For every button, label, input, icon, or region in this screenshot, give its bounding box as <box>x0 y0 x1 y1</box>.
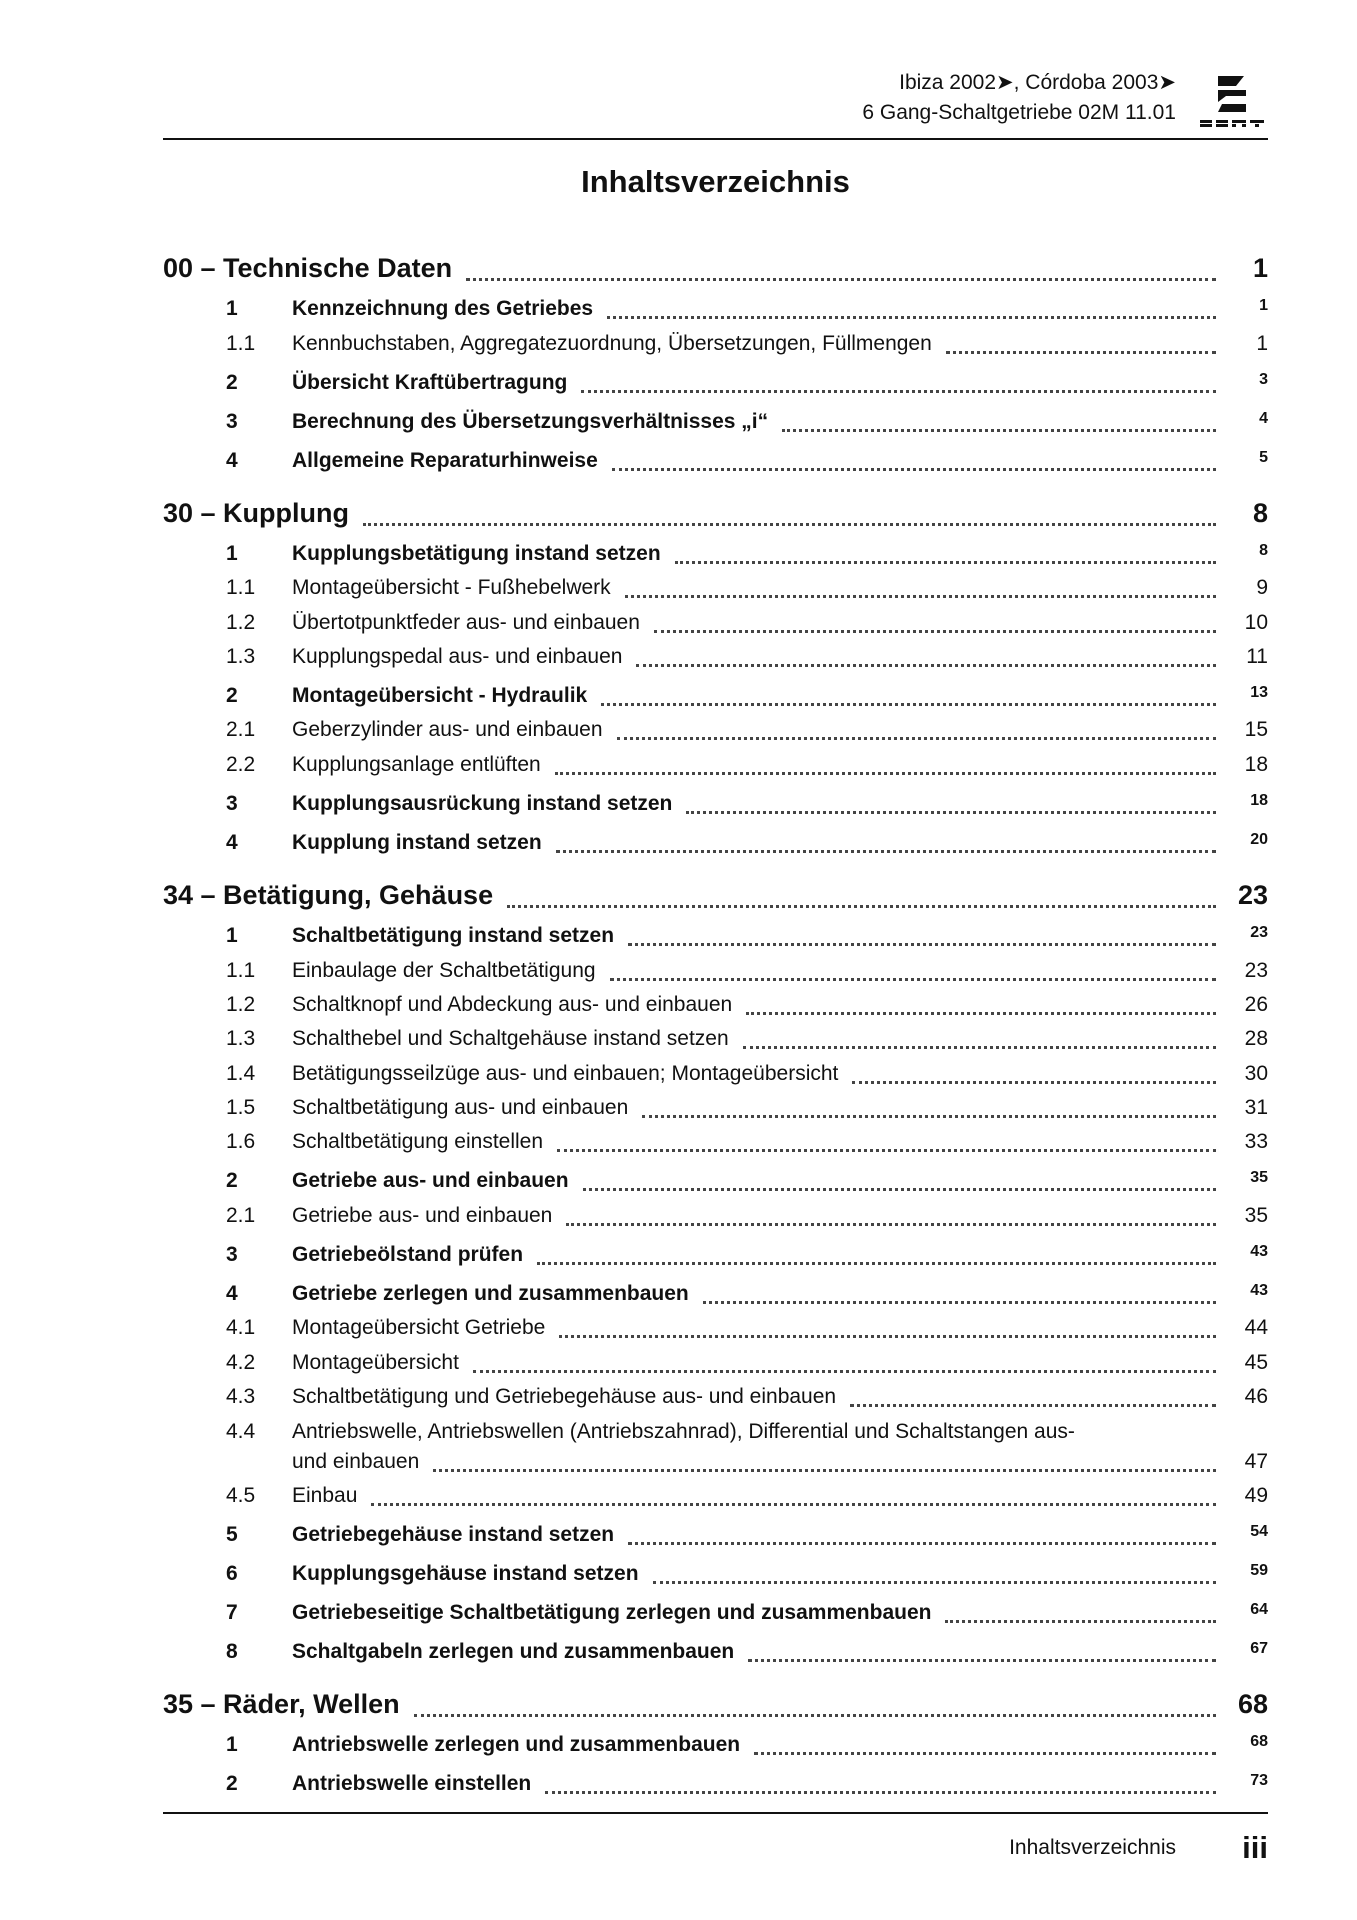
toc-subsection[interactable] <box>163 993 1268 1021</box>
toc-entry-title: Schalthebel und Schaltgehäuse instand setzen <box>292 1027 729 1050</box>
toc-dot-leader <box>583 1188 1216 1191</box>
toc-subsection[interactable] <box>163 1204 1268 1232</box>
toc-dot-leader <box>686 811 1216 814</box>
toc-entry-number: 2.1 <box>226 1204 256 1227</box>
footer-section: Inhaltsverzeichnis <box>1009 1836 1176 1859</box>
toc-section[interactable] <box>163 1733 1268 1761</box>
toc-dot-leader <box>507 905 1216 908</box>
toc-entry-title: Getriebe aus- und einbauen <box>292 1204 553 1227</box>
toc-entry-number: 1.1 <box>226 959 256 982</box>
toc-entry-number: 4.3 <box>226 1385 256 1408</box>
toc-subsection[interactable] <box>163 576 1268 604</box>
toc-entry-title: Übertotpunktfeder aus- und einbauen <box>292 611 640 634</box>
toc-subsection[interactable] <box>163 1027 1268 1055</box>
toc-subsection[interactable] <box>163 1420 1268 1478</box>
toc-entry-page: 43 <box>1250 1282 1268 1299</box>
toc-entry-title: Kennzeichnung des Getriebes <box>292 297 594 320</box>
toc-entry-title: Einbau <box>292 1484 358 1507</box>
toc-section[interactable] <box>163 924 1268 952</box>
toc-subsection[interactable] <box>163 1385 1268 1413</box>
toc-dot-leader <box>642 1115 1216 1118</box>
toc-subsection[interactable] <box>163 645 1268 673</box>
toc-subsection[interactable] <box>163 1062 1268 1090</box>
toc-section[interactable] <box>163 1282 1268 1310</box>
toc-dot-leader <box>628 1542 1216 1545</box>
toc-entry-page: 46 <box>1244 1385 1268 1408</box>
toc-dot-leader <box>654 630 1216 633</box>
toc-dot-leader <box>628 943 1216 946</box>
toc-entry-page: 1 <box>1259 297 1268 314</box>
toc-entry-number: 5 <box>226 1523 238 1546</box>
toc-entry-title: Schaltbetätigung einstellen <box>292 1130 544 1153</box>
toc-entry-page: 28 <box>1244 1027 1268 1050</box>
toc-entry-title: Getriebeölstand prüfen <box>292 1243 524 1266</box>
toc-entry-page: 1 <box>1256 332 1268 355</box>
toc-entry-title: Betätigungsseilzüge aus- und einbauen; Montageübersicht <box>292 1062 839 1085</box>
toc-entry-number: 2 <box>226 1169 238 1192</box>
toc-entry-number: 1.2 <box>226 993 256 1016</box>
toc-dot-leader <box>782 429 1216 432</box>
toc-entry-page: 18 <box>1250 792 1268 809</box>
toc-entry-title: Geberzylinder aus- und einbauen <box>292 718 603 741</box>
toc-dot-leader <box>473 1370 1216 1373</box>
toc-entry-title: Kupplungsbetätigung instand setzen <box>292 542 661 565</box>
toc-section[interactable] <box>163 831 1268 859</box>
toc-entry-number: 2 <box>226 1772 238 1795</box>
toc-subsection[interactable] <box>163 1316 1268 1344</box>
toc-section[interactable] <box>163 297 1268 325</box>
toc-entry-title: Montageübersicht Getriebe <box>292 1316 546 1339</box>
toc-entry-page: 8 <box>1259 542 1268 559</box>
toc-entry-number: 1 <box>226 924 238 947</box>
toc-entry-title: Antriebswelle, Antriebswellen (Antriebszahnrad), Differential und Schaltstangen aus- <box>292 1420 1075 1443</box>
toc-section[interactable] <box>163 542 1268 570</box>
toc-entry-number: 4 <box>226 831 238 854</box>
toc-entry-title: 00 – Technische Daten <box>163 253 453 283</box>
seat-logo <box>1196 74 1268 130</box>
toc-dot-leader <box>581 390 1216 393</box>
toc-entry-number: 7 <box>226 1601 238 1624</box>
toc-dot-leader <box>414 1714 1216 1717</box>
toc-entry-title: Kupplung instand setzen <box>292 831 542 854</box>
toc-dot-leader <box>850 1404 1216 1407</box>
toc-entry-number: 1.3 <box>226 645 256 668</box>
toc-entry-page: 67 <box>1250 1640 1268 1657</box>
toc-entry-page: 59 <box>1250 1562 1268 1579</box>
toc-entry-page: 1 <box>1252 253 1268 283</box>
toc-entry-number: 1 <box>226 297 238 320</box>
toc-entry-title: Antriebswelle einstellen <box>292 1772 532 1795</box>
toc-entry-page: 30 <box>1244 1062 1268 1085</box>
toc-dot-leader <box>748 1659 1216 1662</box>
toc-entry-page: 23 <box>1237 880 1268 910</box>
toc-subsection[interactable] <box>163 1351 1268 1379</box>
toc-entry-page: 45 <box>1244 1351 1268 1374</box>
toc-entry-page: 4 <box>1259 410 1268 427</box>
toc-dot-leader <box>607 316 1216 319</box>
toc-entry-number: 2 <box>226 371 238 394</box>
toc-subsection[interactable] <box>163 1484 1268 1512</box>
header-text <box>862 68 1176 128</box>
toc-entry-title: Schaltbetätigung instand setzen <box>292 924 615 947</box>
toc-entry-title: Montageübersicht - Hydraulik <box>292 684 588 707</box>
toc-entry-number: 4 <box>226 449 238 472</box>
toc-dot-leader <box>545 1791 1216 1794</box>
toc-subsection[interactable] <box>163 332 1268 360</box>
toc-section[interactable] <box>163 410 1268 438</box>
toc-entry-page: 68 <box>1250 1733 1268 1750</box>
toc-subsection[interactable] <box>163 753 1268 781</box>
toc-entry-title: Übersicht Kraftübertragung <box>292 371 568 394</box>
toc-entry-number: 1.1 <box>226 332 256 355</box>
toc-entry-title: Schaltknopf und Abdeckung aus- und einbauen <box>292 993 733 1016</box>
toc-entry-number: 4.1 <box>226 1316 256 1339</box>
toc-entry-title: Getriebe zerlegen und zusammenbauen <box>292 1282 689 1305</box>
toc-section[interactable] <box>163 1523 1268 1551</box>
toc-section[interactable] <box>163 1562 1268 1590</box>
toc-entry-number: 1 <box>226 1733 238 1756</box>
toc-entry-page: 23 <box>1244 959 1268 982</box>
toc-entry-page: 10 <box>1244 611 1268 634</box>
toc-subsection[interactable] <box>163 611 1268 639</box>
toc-dot-leader <box>636 664 1216 667</box>
toc-entry-title: Schaltbetätigung und Getriebegehäuse aus- und einbauen <box>292 1385 837 1408</box>
toc-entry-title: Berechnung des Übersetzungsverhältnisses „i“ <box>292 410 769 433</box>
toc-entry-title: Schaltgabeln zerlegen und zusammenbauen <box>292 1640 735 1663</box>
toc-entry-number: 2.2 <box>226 753 256 776</box>
toc-dot-leader <box>754 1752 1216 1755</box>
toc-entry-number: 1.4 <box>226 1062 256 1085</box>
toc-entry-page: 9 <box>1256 576 1268 599</box>
toc-dot-leader <box>612 468 1216 471</box>
toc-entry-page: 33 <box>1244 1130 1268 1153</box>
toc-entry-page: 13 <box>1250 684 1268 701</box>
toc-dot-leader <box>601 703 1216 706</box>
toc-entry-page: 35 <box>1244 1204 1268 1227</box>
toc-entry-page: 31 <box>1244 1096 1268 1119</box>
toc-section[interactable] <box>163 1243 1268 1271</box>
toc-dot-leader <box>433 1469 1216 1472</box>
toc-dot-leader <box>625 595 1216 598</box>
toc-dot-leader <box>555 772 1216 775</box>
toc-entry-number: 1 <box>226 542 238 565</box>
toc-subsection[interactable] <box>163 959 1268 987</box>
toc-entry-page: 64 <box>1250 1601 1268 1618</box>
toc-entry-number: 8 <box>226 1640 238 1663</box>
toc-entry-title: Schaltbetätigung aus- und einbauen <box>292 1096 629 1119</box>
toc-entry-page: 15 <box>1244 718 1268 741</box>
toc-section[interactable] <box>163 1640 1268 1668</box>
toc-dot-leader <box>653 1581 1216 1584</box>
toc-section[interactable] <box>163 1169 1268 1197</box>
toc-section[interactable] <box>163 371 1268 399</box>
toc-entry-title: Kupplungspedal aus- und einbauen <box>292 645 623 668</box>
toc-entry-page: 68 <box>1237 1689 1268 1719</box>
seat-logo-text: SEAT <box>1232 129 1235 130</box>
toc-entry-number: 1.5 <box>226 1096 256 1119</box>
toc-entry-number: 3 <box>226 1243 238 1266</box>
toc-section[interactable] <box>163 1772 1268 1800</box>
toc-section[interactable] <box>163 792 1268 820</box>
toc-entry-title: Kupplungsausrückung instand setzen <box>292 792 673 815</box>
header-models: Ibiza 2002➤, Córdoba 2003➤ <box>899 71 1176 94</box>
toc-entry-title: Getriebe aus- und einbauen <box>292 1169 569 1192</box>
toc-entry-title: Getriebegehäuse instand setzen <box>292 1523 615 1546</box>
toc-entry-title: Getriebeseitige Schaltbetätigung zerlegen und zusammenbauen <box>292 1601 932 1624</box>
toc-entry-number: 2.1 <box>226 718 256 741</box>
toc-entry-page: 35 <box>1250 1169 1268 1186</box>
toc-entry-page: 18 <box>1244 753 1268 776</box>
toc-entry-number: 1.6 <box>226 1130 256 1153</box>
toc-entry-number: 4.5 <box>226 1484 256 1507</box>
toc-entry-number: 1.1 <box>226 576 256 599</box>
toc-entry-number: 3 <box>226 792 238 815</box>
toc-entry-page: 3 <box>1259 371 1268 388</box>
page-footer <box>163 1812 1268 1874</box>
toc-entry-title: Einbaulage der Schaltbetätigung <box>292 959 596 982</box>
toc-entry-number: 3 <box>226 410 238 433</box>
toc-entry-page: 73 <box>1250 1772 1268 1789</box>
toc-entry-title: Montageübersicht - Fußhebelwerk <box>292 576 611 599</box>
toc-entry-title: Montageübersicht <box>292 1351 459 1374</box>
toc-dot-leader <box>945 1620 1216 1623</box>
page-header <box>163 68 1268 140</box>
toc-entry-page: 26 <box>1244 993 1268 1016</box>
toc-dot-leader <box>559 1335 1216 1338</box>
toc-entry-page: 5 <box>1259 449 1268 466</box>
header-gearbox: 6 Gang-Schaltgetriebe 02M 11.01 <box>862 101 1176 124</box>
toc-section[interactable] <box>163 449 1268 477</box>
toc-entry-page: 43 <box>1250 1243 1268 1260</box>
toc-entry-number: 6 <box>226 1562 238 1585</box>
toc-dot-leader <box>675 561 1216 564</box>
toc-dot-leader <box>363 523 1216 526</box>
toc-dot-leader <box>557 1149 1216 1152</box>
toc-entry-number: 4.2 <box>226 1351 256 1374</box>
toc-entry-title: Allgemeine Reparaturhinweise <box>292 449 598 472</box>
toc-entry-page: 20 <box>1250 831 1268 848</box>
toc-dot-leader <box>610 978 1216 981</box>
toc-entry-title: Kupplungsgehäuse instand setzen <box>292 1562 639 1585</box>
toc-entry-page: 8 <box>1252 498 1268 528</box>
toc-chapter[interactable] <box>163 880 1268 914</box>
toc-entry-title-continued: und einbauen <box>292 1450 420 1473</box>
toc-dot-leader <box>371 1503 1216 1506</box>
toc-entry-number: 1.2 <box>226 611 256 634</box>
toc-entry-title: 30 – Kupplung <box>163 498 350 528</box>
toc-dot-leader <box>946 351 1216 354</box>
toc-dot-leader <box>617 737 1216 740</box>
toc-entry-number: 1.3 <box>226 1027 256 1050</box>
toc-entry-number: 2 <box>226 684 238 707</box>
toc-entry-title: Kupplungsanlage entlüften <box>292 753 541 776</box>
toc-dot-leader <box>743 1046 1216 1049</box>
toc-entry-page: 49 <box>1244 1484 1268 1507</box>
toc-dot-leader <box>537 1262 1216 1265</box>
toc-entry-number: 4 <box>226 1282 238 1305</box>
toc-subsection[interactable] <box>163 718 1268 746</box>
toc-dot-leader <box>703 1301 1216 1304</box>
toc-dot-leader <box>746 1012 1216 1015</box>
toc-entry-title: Antriebswelle zerlegen und zusammenbauen <box>292 1733 741 1756</box>
toc-section[interactable] <box>163 684 1268 712</box>
toc-entry-title: 34 – Betätigung, Gehäuse <box>163 880 494 910</box>
toc-section[interactable] <box>163 1601 1268 1629</box>
toc-title: Inhaltsverzeichnis <box>581 164 850 199</box>
toc-entry-number: 4.4 <box>226 1420 256 1443</box>
toc-dot-leader <box>466 278 1216 281</box>
toc-entry-page: 11 <box>1246 645 1268 668</box>
toc-dot-leader <box>556 850 1216 853</box>
toc-chapter[interactable] <box>163 253 1268 287</box>
toc-subsection[interactable] <box>163 1130 1268 1158</box>
toc-chapter[interactable] <box>163 1689 1268 1723</box>
toc-entry-page: 44 <box>1244 1316 1268 1339</box>
toc-entry-page: 23 <box>1250 924 1268 941</box>
toc-dot-leader <box>566 1223 1216 1226</box>
footer-page-number: iii <box>1242 1830 1268 1865</box>
toc-chapter[interactable] <box>163 498 1268 532</box>
toc-dot-leader <box>852 1081 1216 1084</box>
toc-entry-title: 35 – Räder, Wellen <box>163 1689 400 1719</box>
toc-entry-title: Kennbuchstaben, Aggregatezuordnung, Übersetzungen, Füllmengen <box>292 332 932 355</box>
toc-entry-page: 47 <box>1244 1450 1268 1473</box>
toc-subsection[interactable] <box>163 1096 1268 1124</box>
toc-entry-page: 54 <box>1250 1523 1268 1540</box>
